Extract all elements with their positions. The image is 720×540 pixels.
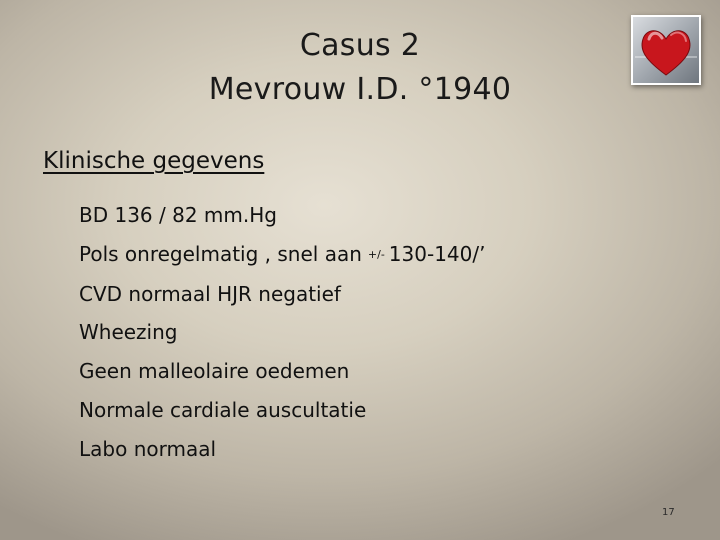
list-item-text: Pols onregelmatig , snel aan — [79, 241, 362, 266]
list-item-auscultatie — [79, 391, 485, 430]
clinical-data-list — [79, 196, 485, 469]
list-item-text: Geen malleolaire oedemen — [79, 359, 350, 384]
title-line-2: Mevrouw I.D. °1940 — [208, 72, 512, 107]
list-item-oedemen — [79, 352, 485, 391]
list-item-text: CVD normaal HJR negatief — [79, 281, 341, 306]
title-line-1: Casus 2 — [299, 28, 421, 63]
slide-title — [140, 24, 580, 112]
list-item-suffix: 130-140/’ — [388, 241, 486, 266]
list-item-labo — [79, 430, 485, 469]
page-number: 17 — [662, 507, 675, 518]
list-item-text: Wheezing — [79, 320, 178, 345]
list-item-text: Labo normaal — [79, 436, 217, 461]
plus-minus-note: +/- — [367, 247, 385, 261]
heart-ecg-icon — [631, 15, 701, 85]
list-item-wheezing — [79, 313, 485, 352]
list-item-cvd — [79, 275, 485, 314]
section-heading: Klinische gegevens — [43, 148, 265, 174]
list-item-text: BD 136 / 82 mm.Hg — [79, 203, 277, 227]
heart-logo-graphic — [633, 17, 699, 83]
list-item-pols — [79, 235, 485, 275]
list-item-text: Normale cardiale auscultatie — [79, 397, 367, 422]
list-item-bd — [79, 196, 485, 235]
